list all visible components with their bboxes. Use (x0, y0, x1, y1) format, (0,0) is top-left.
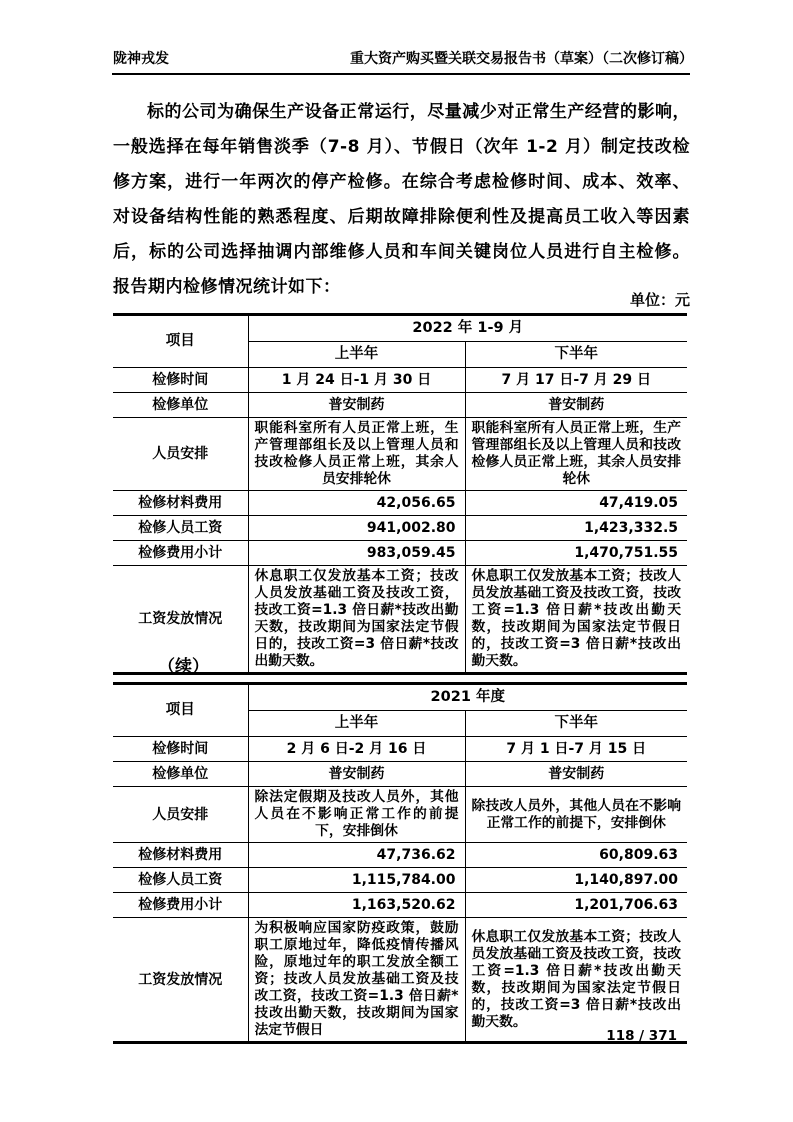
row-label: 检修人员工资 (113, 868, 248, 893)
unit-label: 单位：元 (629, 291, 690, 309)
data-cell: 1,140,897.00 (465, 868, 687, 893)
data-cell: 42,056.65 (248, 491, 465, 516)
data-cell: 1,201,706.63 (465, 893, 687, 918)
data-cell: 60,809.63 (465, 843, 687, 868)
data-cell: 941,002.80 (248, 516, 465, 541)
table-row (113, 787, 687, 843)
first-half-column-header: 上半年 (248, 711, 465, 737)
data-cell: 休息职工仅发放基本工资；技改人员发放基础工资及技改工资，技改工资=1.3 倍日薪*技改出勤天数，技改期间为国家法定节假日的，技改工资=3 倍日薪*技改出勤天数。 (465, 918, 687, 1043)
running-header (113, 50, 693, 68)
data-cell: 2 月 6 日-2 月 16 日 (248, 737, 465, 762)
data-cell: 为积极响应国家防疫政策，鼓励职工原地过年，降低疫情传播风险，原地过年的职工发放全额工资；技改人员发放基础工资及技改工资，技改工资=1.3 倍日薪*技改出勤天数，技改期间为国家法定节假日 (248, 918, 465, 1043)
continued-label: （续） (158, 657, 209, 677)
table-row (113, 541, 687, 566)
data-cell: 休息职工仅发放基本工资；技改人员发放基础工资及技改工资，技改工资=1.3 倍日薪*技改出勤天数，技改期间为国家法定节假日的，技改工资=3 倍日薪*技改出勤天数。 (465, 566, 687, 674)
table-row (113, 393, 687, 418)
data-cell: 除技改人员外，其他人员在不影响正常工作的前提下，安排倒休 (465, 787, 687, 843)
row-label: 检修时间 (113, 368, 248, 393)
data-cell: 1,470,751.55 (465, 541, 687, 566)
row-label: 工资发放情况 (113, 566, 248, 674)
item-column-header: 项目 (113, 315, 248, 368)
data-cell: 1,163,520.62 (248, 893, 465, 918)
row-label: 人员安排 (113, 418, 248, 491)
data-cell: 普安制药 (248, 762, 465, 787)
header-row-period (113, 684, 687, 711)
header-rule (112, 73, 690, 75)
header-company-name: 陇神戎发 (113, 51, 169, 67)
second-half-column-header: 下半年 (465, 711, 687, 737)
row-label: 检修时间 (113, 737, 248, 762)
table-row (113, 893, 687, 918)
row-label: 检修费用小计 (113, 893, 248, 918)
table-row (113, 843, 687, 868)
first-half-column-header: 上半年 (248, 342, 465, 368)
row-label: 人员安排 (113, 787, 248, 843)
table-row (113, 762, 687, 787)
data-cell: 7 月 1 日-7 月 15 日 (465, 737, 687, 762)
data-cell: 1 月 24 日-1 月 30 日 (248, 368, 465, 393)
page-number: 118 / 371 (606, 1028, 677, 1044)
data-cell: 休息职工仅发放基本工资；技改人员发放基础工资及技改工资，技改工资=1.3 倍日薪*技改出勤天数，技改期间为国家法定节假日的，技改工资=3 倍日薪*技改出勤天数。 (248, 566, 465, 674)
row-label: 检修费用小计 (113, 541, 248, 566)
table-row (113, 418, 687, 491)
table-row (113, 368, 687, 393)
data-cell: 普安制药 (248, 393, 465, 418)
table-row (113, 491, 687, 516)
table-row (113, 918, 687, 1043)
table (113, 682, 687, 1044)
table-row (113, 516, 687, 541)
data-cell: 职能科室所有人员正常上班，生产管理部组长及以上管理人员和技改检修人员正常上班，其余人员安排轮休 (465, 418, 687, 491)
table-row (113, 737, 687, 762)
maintenance-table-2021 (113, 682, 687, 1044)
data-cell: 1,423,332.5 (465, 516, 687, 541)
table (113, 313, 687, 675)
period-column-header: 2022 年 1-9 月 (248, 315, 687, 342)
data-cell: 职能科室所有人员正常上班，生产管理部组长及以上管理人员和技改检修人员正常上班，其余人员安排轮休 (248, 418, 465, 491)
maintenance-table-2022 (113, 313, 687, 675)
data-cell: 普安制药 (465, 762, 687, 787)
row-label: 检修材料费用 (113, 491, 248, 516)
data-cell: 983,059.45 (248, 541, 465, 566)
body-paragraph: 标的公司为确保生产设备正常运行，尽量减少对正常生产经营的影响，一般选择在每年销售淡季（7-8 月）、节假日（次年 1-2 月）制定技改检修方案，进行一年两次的停产检修。在综合考虑检修时间、成本、效率、对设备结构性能的熟悉程度、后期故障排除便利性及提高员工收入等因素后，标的公司选择抽调内部维修人员和车间关键岗位人员进行自主检修。报告期内检修情况统计如下： (113, 102, 690, 297)
second-half-column-header: 下半年 (465, 342, 687, 368)
header-report-title: 重大资产购买暨关联交易报告书（草案）（二次修订稿） (350, 51, 693, 67)
table-row (113, 868, 687, 893)
data-cell: 7 月 17 日-7 月 29 日 (465, 368, 687, 393)
header-row-period (113, 315, 687, 342)
row-label: 工资发放情况 (113, 918, 248, 1043)
data-cell: 普安制药 (465, 393, 687, 418)
row-label: 检修单位 (113, 762, 248, 787)
row-label: 检修材料费用 (113, 843, 248, 868)
item-column-header: 项目 (113, 684, 248, 737)
row-label: 检修单位 (113, 393, 248, 418)
data-cell: 除法定假期及技改人员外，其他人员在不影响正常工作的前提下，安排倒休 (248, 787, 465, 843)
period-column-header: 2021 年度 (248, 684, 687, 711)
row-label: 检修人员工资 (113, 516, 248, 541)
data-cell: 1,115,784.00 (248, 868, 465, 893)
data-cell: 47,419.05 (465, 491, 687, 516)
data-cell: 47,736.62 (248, 843, 465, 868)
